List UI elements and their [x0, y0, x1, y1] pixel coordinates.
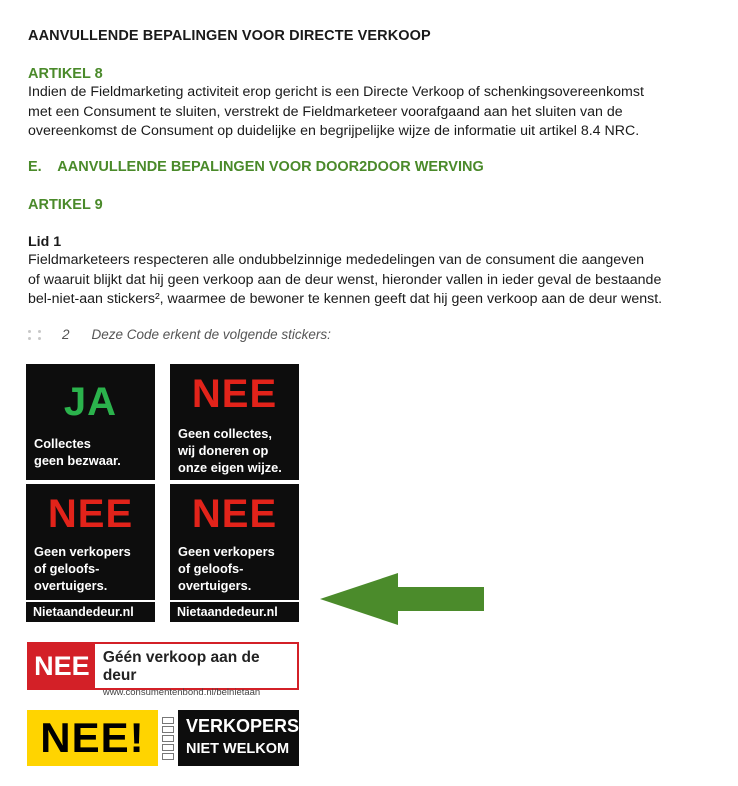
text-line: met een Consument te sluiten, verstrekt de Fieldmarketeer voorafgaand aan het sluiten van de: [28, 103, 623, 120]
text-line: Fieldmarketeers respecteren alle ondubbelzinnige mededelingen van de consument die aangeven: [28, 252, 644, 268]
sticker-line: Geen verkopers: [178, 544, 275, 559]
sticker-footer-url: Nietaandedeur.nl: [26, 600, 155, 622]
lid-1-heading: Lid 1: [28, 234, 62, 250]
sticker-main-text: Géén verkoop aan de deur: [102, 649, 260, 684]
sticker-line: Collectes: [34, 436, 91, 451]
sticker-line: of geloofs-: [34, 561, 100, 576]
sticker-line: VERKOPERS: [185, 716, 299, 736]
sticker-line: overtuigers.: [34, 578, 108, 593]
article-8-heading: ARTIKEL 8: [28, 66, 103, 82]
text-line: Indien de Fieldmarketing activiteit erop gericht is een Directe Verkoop of schenkingsovereenkomst: [28, 84, 644, 100]
arrow-left-icon: [320, 573, 484, 625]
sticker-line: Geen collectes,: [178, 426, 272, 441]
sticker-line: geen bezwaar.: [34, 453, 121, 468]
doorbell-icon: [158, 710, 178, 766]
sticker-nee-verkopers-2: [170, 484, 299, 622]
sticker-verkopers-niet-welkom: [27, 710, 299, 766]
sticker-consumentenbond: [27, 642, 299, 698]
article-8-body: [28, 83, 728, 142]
text-line: bel-niet-aan stickers², waarmee de bewoner te kennen geeft dat hij geen verkoop aan de deur wenst.: [28, 291, 663, 307]
sticker-url: www.consumentenbond.nl/belnietaan: [102, 687, 261, 698]
drag-handle-icon[interactable]: [28, 330, 42, 340]
sticker-big-text: NEE: [191, 492, 278, 536]
sticker-line: Geen verkopers: [34, 544, 131, 559]
footnote-number: 2: [62, 327, 70, 342]
sticker-ja-collectes: [26, 364, 155, 480]
sticker-line: onze eigen wijze.: [178, 460, 282, 475]
footnote-text: Deze Code erkent de volgende stickers:: [91, 327, 331, 342]
sticker-nee-collectes: [170, 364, 299, 480]
sticker-line: wij doneren op: [178, 443, 269, 458]
sticker-footer-url: Nietaandedeur.nl: [170, 600, 299, 622]
sticker-big-text: NEE: [191, 372, 278, 416]
document-title: AANVULLENDE BEPALINGEN VOOR DIRECTE VERKOOP: [28, 28, 431, 44]
sticker-nee-label: NEE!: [27, 710, 158, 766]
sticker-line: overtuigers.: [178, 578, 252, 593]
text-line: overeenkomst de Consument op duidelijke en begrijpelijke wijze de informatie uit artikel 8.4 NRC.: [28, 123, 640, 139]
article-9-body: [28, 251, 728, 310]
sticker-line: NIET WELKOM: [185, 741, 290, 757]
sticker-nee-verkopers: [26, 484, 155, 622]
article-9-heading: ARTIKEL 9: [28, 197, 103, 213]
sticker-nee-label: NEE: [29, 644, 95, 688]
footnote: [28, 327, 331, 342]
text-line: of waaruit blijkt dat hij geen verkoop aan de deur wenst, hieronder vallen in ieder geval de bestaande: [28, 271, 662, 288]
sticker-line: of geloofs-: [178, 561, 244, 576]
section-e-heading: E. AANVULLENDE BEPALINGEN VOOR DOOR2DOOR WERVING: [28, 159, 484, 175]
sticker-big-text: NEE: [47, 492, 134, 536]
sticker-big-text: JA: [63, 380, 118, 424]
